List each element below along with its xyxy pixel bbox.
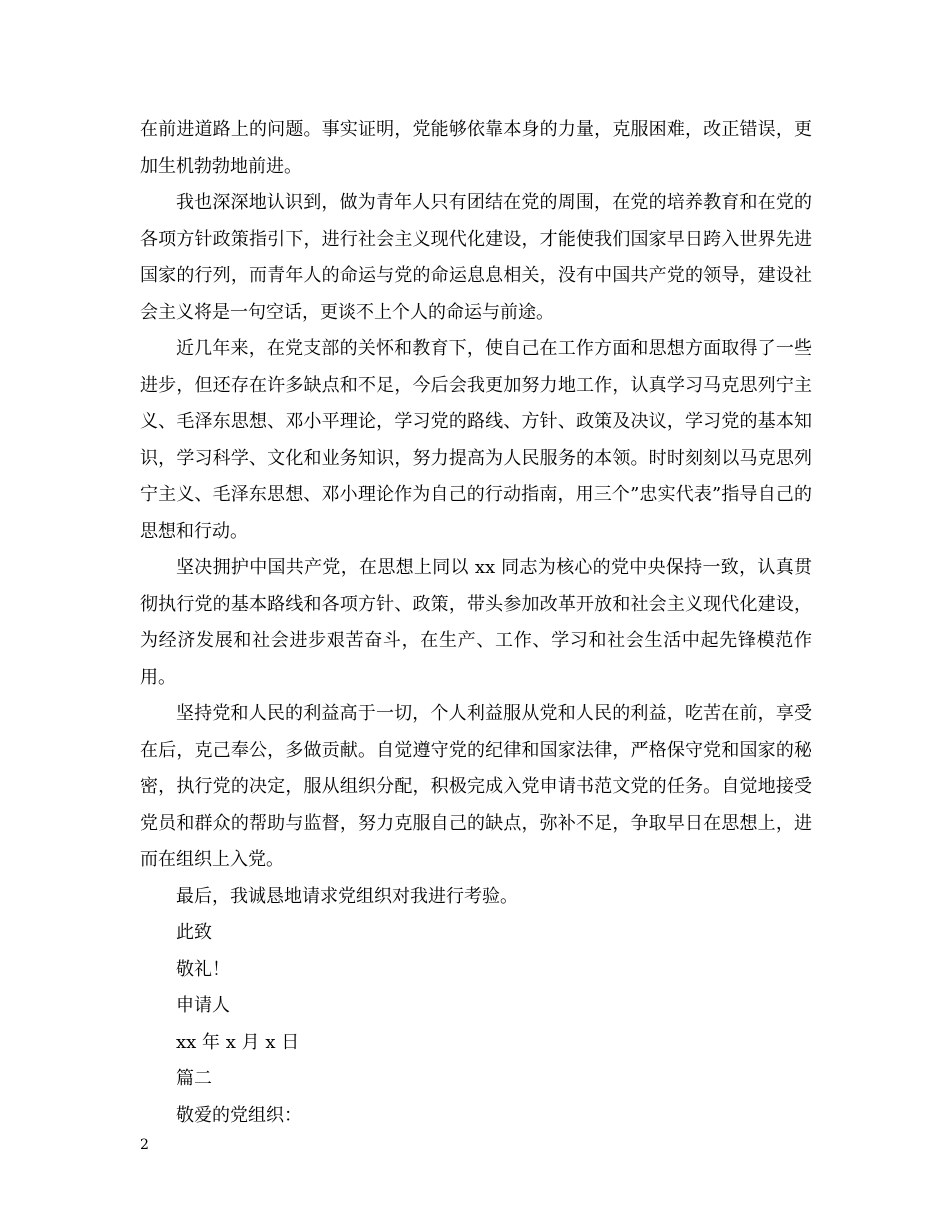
- paragraph-continuation: 在前进道路上的问题。事实证明，党能够依靠本身的力量，克服困难，改正错误，更加生机勃勃地前进。: [140, 119, 812, 177]
- paragraph-support-party: 坚决拥护中国共产党，在思想上同以 xx 同志为核心的党中央保持一致，认真贯彻执行党的基本路线和各项方针、政策，带头参加改革开放和社会主义现代化建设，为经济发展和社会进步艰苦奋斗，在生产、工作、学习和社会生活中起先锋模范作用。: [140, 557, 812, 688]
- paragraph-recent-years: 近几年来，在党支部的关怀和教育下，使自己在工作方面和思想方面取得了一些进步，但还存在许多缺点和不足，今后会我更加努力地工作，认真学习马克思列宁主义、毛泽东思想、邓小平理论，学习党的路线、方针、政策及决议，学习党的基本知识，学习科学、文化和业务知识，努力提高为人民服务的本领。时时刻刻以马克思列宁主义、毛泽东思想、邓小理论作为自己的行动指南，用三个”忠实代表”指导自己的思想和行动。: [140, 338, 812, 542]
- page-number: 2: [140, 1137, 149, 1153]
- next-greeting: 敬爱的党组织：: [176, 1104, 302, 1126]
- salutation-cizhi: 此致: [176, 922, 212, 943]
- date-line: xx 年 x 月 x 日: [176, 1031, 300, 1053]
- paragraph-youth-and-party: 我也深深地认识到，做为青年人只有团结在党的周围，在党的培养教育和在党的各项方针政策指引下，进行社会主义现代化建设，才能使我们国家早日跨入世界先进国家的行列，而青年人的命运与党的命运息息相关，没有中国共产党的领导，建设社会主义将是一句空话，更谈不上个人的命运与前途。: [140, 192, 812, 323]
- paragraph-party-interests: 坚持党和人民的利益高于一切，个人利益服从党和人民的利益，吃苦在前，享受在后，克己奉公，多做贡献。自觉遵守党的纪律和国家法律，严格保守党和国家的秘密，执行党的决定，服从组织分配，积极完成入党申请书范文党的任务。自觉地接受党员和群众的帮助与监督，努力克服自己的缺点，弥补不足，争取早日在思想上，进而在组织上入党。: [140, 703, 812, 870]
- document-body: [140, 112, 812, 1134]
- applicant-label: 申请人: [176, 995, 230, 1016]
- salutation-jingli: 敬礼！: [176, 958, 230, 980]
- closing-request: 最后，我诚恳地请求党组织对我进行考验。: [176, 885, 518, 907]
- section-label: 篇二: [176, 1068, 212, 1089]
